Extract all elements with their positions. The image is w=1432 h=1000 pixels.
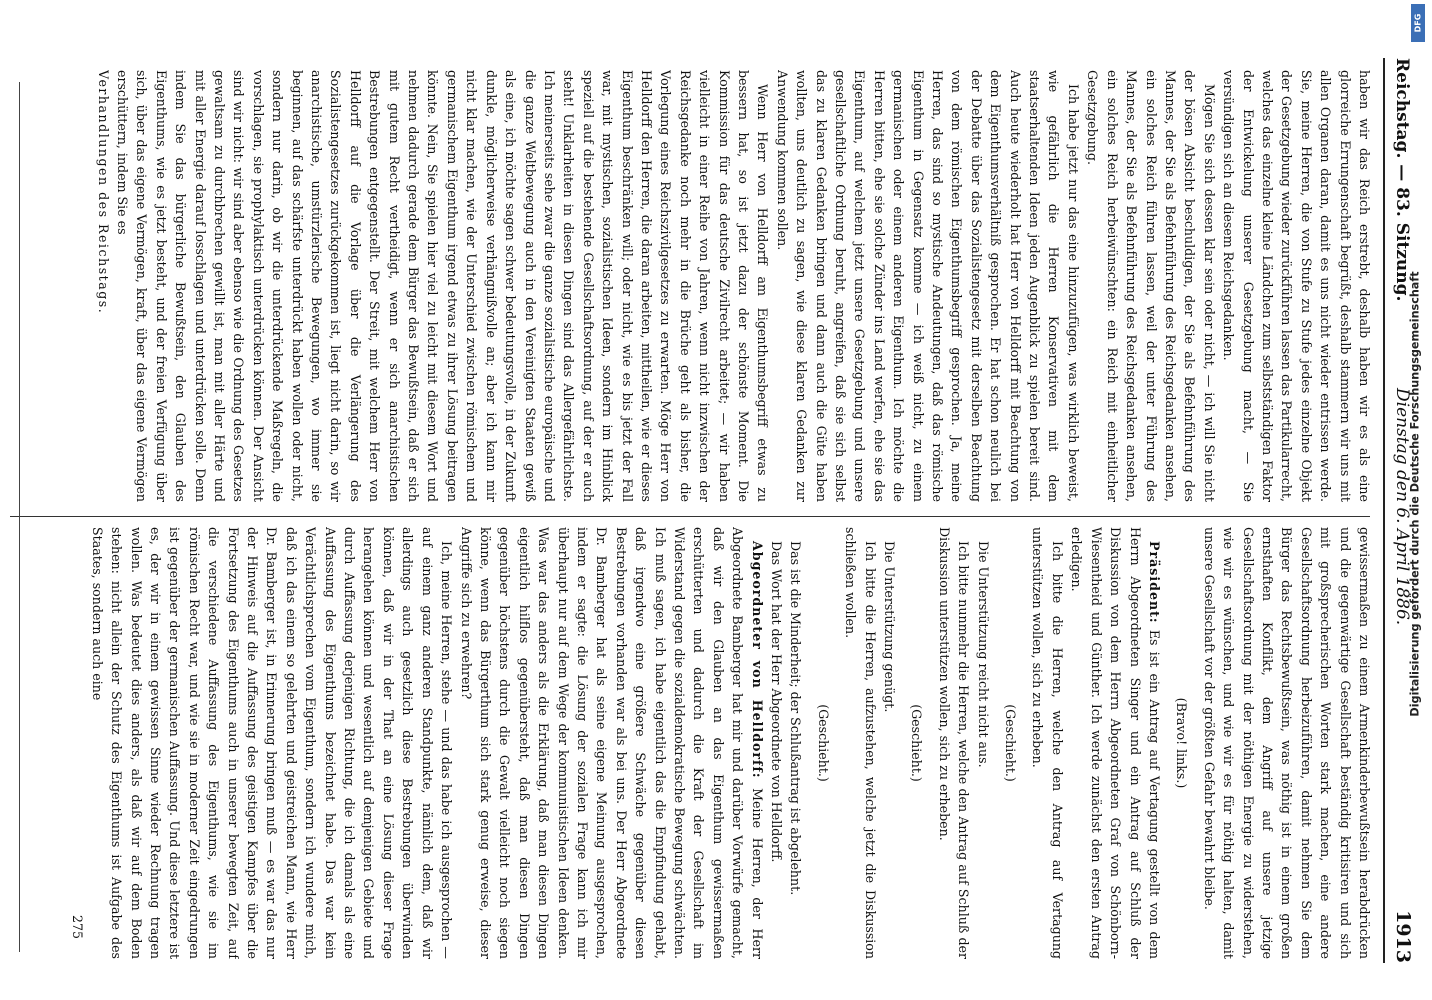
digitization-stamp: [1404, 6, 1426, 982]
reaction-note: (Geschieht.): [909, 704, 925, 782]
dfg-logo: [1411, 4, 1425, 42]
digitization-credit-text: Digitalisierung gefördert durch die Deutsche Forschungsgemeinschaft: [1408, 271, 1422, 717]
paragraph: Ich, meine Herren, stehe — und das habe ich ausgesprochen — auf einem ganz anderen Standpunkte, nämlich dem, daß wir allerdings auch gesetzlich diese Bestrebungen überwinden können, daß wir in der That an eine Lösung dieser Frage herangehen können und wesentlich auf demjenigen Gebiete und durch Auffassung derjenigen Richtung, die ich damals als eine Auffassung des Eigenthums bezeichnet habe. Das war kein Verächtlichsprechen vom Eigenthum, sondern ich wundere mich, daß ich das einem so gelehrten und geistreichen Mann, wie Herr Dr. Bamberger ist, in Erinnerung bringen muß — es war das nur der Hinweis auf die Auffassung des geistigen Kampfes über die Fortsetzung des Eigenthums auch in unserer bewegten Zeit, auf die verschiedene Auffassung des Eigenthums, wie sie im römischen Recht war, und wie sie in moderner Zeit eingedrungen ist gegenüber der germanischen Auffassung. Und diese letztere ist es, der wir in einem gewissen Sinne wieder Rechnung tragen wollen. Was bedeutet dies anders, als daß wir auf dem Boden stehen: nicht allein der Schutz des Eigenthums ist Aufgabe des Staates, sondern auch eine: [89, 527, 455, 959]
header-page-number: 1913: [1392, 910, 1414, 963]
paragraph: [1067, 527, 1164, 959]
paragraph: Ich habe jetzt nur das eine hinzuzufügen, was wirklich beweist, wie gefährlich die Herren Konservativen mit dem staatserhaltenden Ideen jeden Augenblick zu spielen bereit sind. Auch heute wiederholt hat Herr von Helldorff mit Beachtung von dem Eigenthumsverhältniß gesprochen. Er hat schon neulich bei der Debatte über das Sozialistengesetz mit derselben Beachtung von dem römischen Eigenthumsbegriff gesprochen. Ja, meine Herren, das sind so mystische Andeutungen, daß das römische Eigenthum in Gegensatz komme — ich weiß nicht, zu einem germanischen oder einem anderen Eigenthum. Ich möchte die Herren bitten, ehe sie solche Zünder ins Land werfen, ehe sie das Eigenthum, auf welchem jetzt unsere Gesetzgebung und unsere gesellschaftliche Ordnung beruht, angreifen, daß sie sich selbst das zu klaren Gedanken bringen und dann auch die Güte haben wollten, uns deutlich zu sagen, wie diese klaren Gedanken zur Anwendung kommen sollen.: [774, 70, 1081, 502]
paragraph: Ich bitte die Herren, welche den Antrag auf Vertagung unterstützen wollen, sich zu erheben.: [1030, 527, 1065, 959]
reaction-note: (Geschieht.): [815, 704, 831, 782]
paragraph: Ich bitte nunmehr die Herren, welche den Antrag auf Schluß der Diskussion unterstützen wollen, sich zu erheben.: [936, 527, 972, 959]
footer-note: Verhandlungen des Reichstags.: [95, 70, 111, 315]
page-bottom-edge: [19, 82, 20, 952]
speaker-label: Präsident:: [1146, 541, 1162, 624]
reaction-note: (Bravo! links.): [1174, 697, 1190, 789]
right-column: [24, 527, 1374, 959]
paragraph: Wenn Herr von Helldorff am Eigenthumsbegriff etwas zu bessern hat, so ist jetzt dazu der schönste Moment. Die Kommission für das deutsche Zivilrecht arbeitet; — wir haben vielleicht in einer Reihe von Jahren, wenn nicht inzwischen der Reichsgedanke noch mehr in die Brüche geht als bisher, die Vorlegung eines Reichszivilgesetzes zu erwarten. Möge Herr von Helldorff den Herren, die daran arbeiten, mittheilen, wie er dieses Eigenthum beschränken will; oder nicht, wie es bis jetzt der Fall war, mit mystischen, sozialistischen Ideen, sondern im Hinblick speziell auf die bestehende Gesellschaftsordnung, auf der er auch steht! Unklarheiten in diesen Dingen sind das Allergefährlichste. Ich meinerseits sehe zwar die ganze sozialistische europäische und die ganze Weltbewegung auch in den Vereinigten Staaten gewiß als eine, ich möchte sagen schwer bedeutungsvolle, in der Zukunft dunkle, möglicherweise verhängnißvolle an; aber ich kann mir nicht klar machen, wie der Unterschied zwischen römischem und germanischem Eigenthum irgend etwas zu ihrer Lösung beitragen könnte. Nein, Sie spielen hier viel zu leicht mit diesem Wort und nehmen dadurch gerade dem Bürger das Bewußtsein, daß er sich mit gutem Recht vertheidigt, wenn er sich anarchistischen Bestrebungen entgegenstellt. Der Streit, mit welchem Herr von Helldorff auf die Vorlage über die Verlängerung des Sozialistengesetzes zurückgekommen ist, liegt nicht darin, so wir anarchistische, umstürzlerische Bewegungen, wo immer sie beginnen, auf das schärfste unterdrückt haben wollen oder nicht, sondern nur darin, ob wir die unterdrückende Maßregeln, die vorschlagen, sie prophylaktisch unterdrücken können. Der Ansicht sind wir nicht: wir sind aber ebenso wie die Ordnung des Gesetzes gewaltsam zu durchbrechen gewillt ist, man mit aller Härte und mit aller Energie darauf losschlagen und unterdrücken solle. Denn indem Sie das bürgerliche Bewußtsein, den Glauben des Eigenthums, wie es jetzt besteht, und der freien Verfügung über sich, über das eigene Vermögen, kraft, über das eigene Vermögen erschüttern, indem Sie es: [115, 70, 771, 502]
paragraph: Das ist die Minderheit; der Schlußantrag ist abgelehnt.: [788, 541, 804, 896]
paragraph: Ich bitte die Herren, aufzustehen, welche jetzt die Diskussion schließen wollen.: [843, 527, 878, 959]
paragraph: Die Unterstützung genügt.: [882, 541, 898, 713]
paragraph: haben wir das Reich erstrebt, deshalb haben wir es als eine glorreiche Errungenschaft begrüßt, deshalb stammern wir uns mit allen Organen daran, damit es uns nicht wieder entrissen werde. Sie, meine Herren, die von Stufe zu Stufe jedes einzelne Objekt der Gesetzgebung wieder zurückführen lassen das Partikularrecht, welches das einzelne kleine Ländchen zum selbstständigen Faktor der Entwickelung unserer Gesetzgebung macht, — Sie versündigen sich an diesem Reichsgedanken.: [1221, 70, 1372, 502]
speech-text: Es ist ein Antrag auf Vertagung gestellt von dem Herrn Abgeordneten Singer und ein Antrag auf Schluß der Diskussion von dem Herrn Abgeordneten Graf von Schönborn-Wiesentheid und Günther. Ich werde zunächst den ersten Antrag erledigen.: [1069, 527, 1162, 959]
column-divider: [10, 516, 1370, 517]
header-date: Dienstag den 6. April 1886.: [1392, 388, 1412, 626]
paragraph: gewissermaßen zu einem Armenkinderbewußtsein herabdrücken und die gegenwärtige Gesellschaft beständig kritisiren und sich mit großsprecherischen Worten stark machen, eine andere Gesellschaftsordnung herbeizuführen, damit nehmen Sie dem Bürger das Rechtsbewußtsein, was nöthig ist in einem großen ernsthaften Konflikt, dem Angriff auf unsere jetzige Gesellschaftsordnung mit der nöthigen Energie zu widerstehen, wie wir es wünschen, und wie wir es für nöthig halten, damit unsere Gesellschaft vor der größten Gefahr bewahrt bleibe.: [1201, 527, 1372, 959]
paragraph: Das Wort hat der Herr Abgeordnete von Helldorff.: [769, 541, 785, 863]
header-rule: [1383, 58, 1385, 963]
dfg-logo-text: DFG: [1413, 13, 1423, 33]
paragraph: Mögen Sie sich dessen klar sein oder nicht, — ich will Sie nicht der bösen Absicht beschuldigen, der Sie als Befehnführung des Mannes, der Sie als Befehnführung des Reichsgedanken ansehen, ein solches Reich führen lassen, weil der unter Führung des Mannes, der Sie als Befehnführung des Reichsgedanken ansehen, ein solches Reich herbeiwünschten: ein Reich mit einheitlicher Gesetzgebung.: [1085, 70, 1217, 502]
reaction-note: (Geschieht.): [1003, 704, 1019, 782]
left-column: [24, 70, 1374, 502]
speech-text: Meine Herren, der Herr Abgeordnete Bamberger hat mir und darüber Vorwürfe gemacht, daß wir den Glauben an das Eigenthum gewissermaßen erschütterten und dadurch die Kraft der Gesellschaft im Widerstand gegen die sozialdemokratische Bewegung schwächten. Ich muß sagen, ich habe eigentlich das die Empfindung gehabt, daß irgendwo eine größere Schwäche gegenüber diesen Bestrebungen vorhanden war als bei uns. Der Herr Abgeordnete Dr. Bamberger hat als seine eigene Meinung ausgesprochen, indem er sagte: die Lösung der sozialen Frage kann ich mir überhaupt nur auf dem Wege der kommunistischen Ideen denken. Was war das anders als die Erklärung, daß man diesen Dingen eigentlich hilflos gegenübersteht, daß man diesen Dingen gegenüber höchstens durch die Gewalt vielleicht noch siegen könne, wenn das Bürgerthum sich stark genug erweise, dieser Angriffe sich zu erwehren?: [458, 527, 765, 959]
paragraph: [456, 527, 767, 959]
page-signature: 275: [70, 914, 86, 939]
paragraph: Die Unterstützung reicht nicht aus.: [975, 541, 991, 768]
speaker-label: Abgeordneter von Helldorff:: [749, 541, 765, 779]
header-session-title: Reichstag. — 83. Sitzung.: [1392, 58, 1412, 302]
